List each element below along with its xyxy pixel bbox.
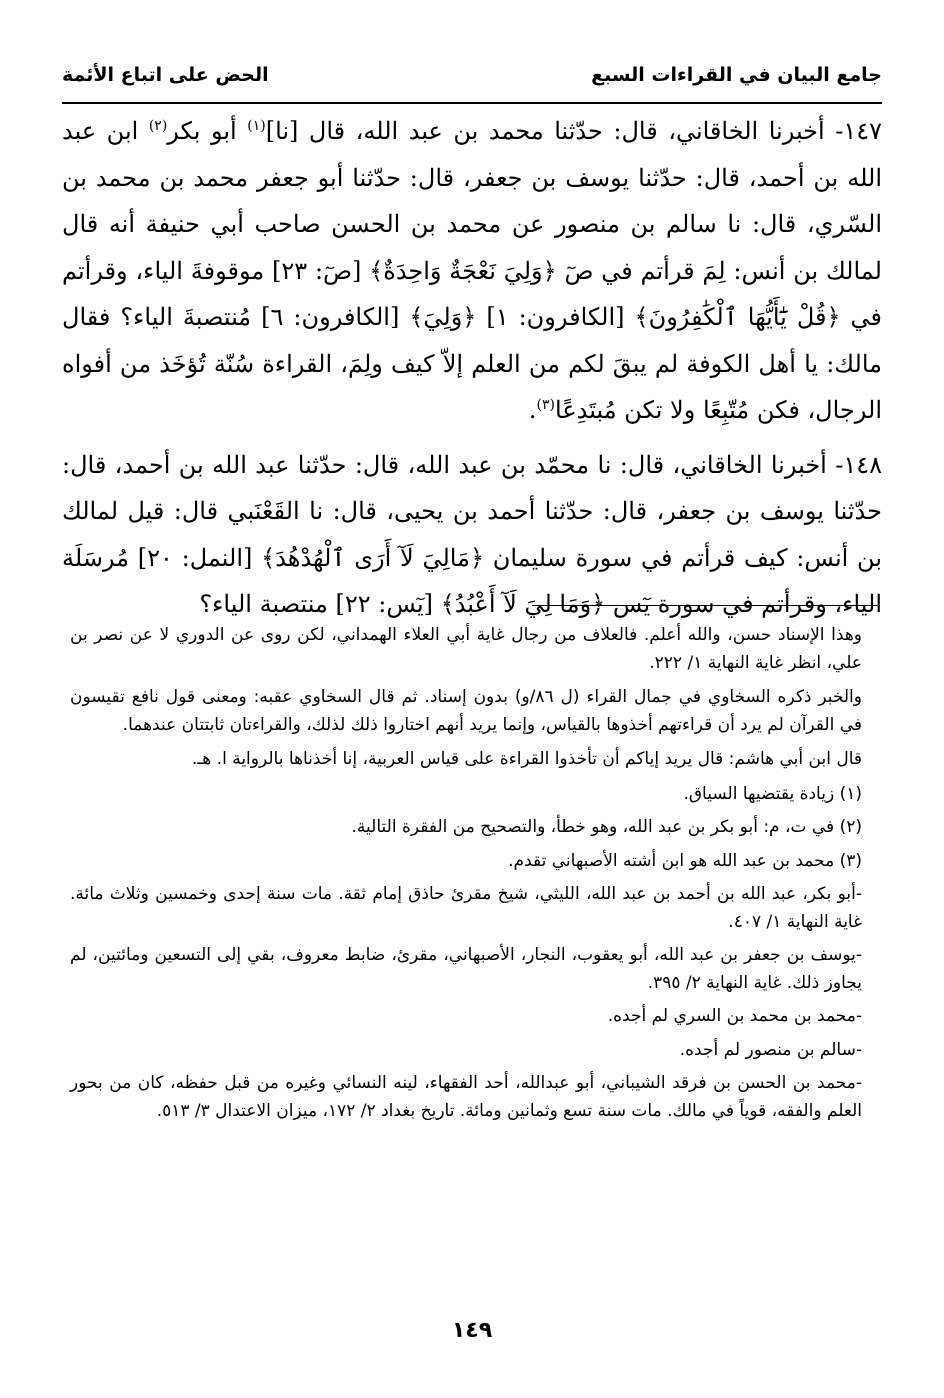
footnote-2: (٢) في ت، م: أبو بكر بن عبد الله، وهو خطأ، والتصحيح من الفقرة التالية.	[351, 817, 862, 837]
bio-yusuf: -يوسف بن جعفر بن عبد الله، أبو يعقوب، النجار، الأصبهاني، مقرئ، ضابط معروف، بقي إلى التسعين ومائتين، لم يجاوز ذلك. غاية النهاية ٢/ ٣٩٥.	[70, 945, 862, 993]
footnote-ref-2[interactable]: (٢)	[148, 118, 168, 134]
footnotes	[70, 622, 862, 1131]
bio-muhammad-hasan: -محمد بن الحسن بن فرقد الشيباني، أبو عبدالله، أحد الفقهاء، لينه النسائي وغيره من قبل حفظه، كان من بحور العلم والفقه، قوياً في مالك. مات سنة تسع وثمانين ومائة. تاريخ بغداد ٢/ ١٧٢، ميزان الاعتدال ٣/ ٥١٣.	[70, 1073, 862, 1121]
footnote-3: (٣) محمد بن عبد الله هو ابن أشته الأصبهاني تقدم.	[508, 850, 862, 871]
paragraph-text: ابن عبد الله بن أحمد، قال: حدّثنا يوسف بن جعفر، قال: حدّثنا أبو جعفر محمد بن محمد بن السّري، قال: نا سالم بن منصور عن محمد بن الحسن صاحب أبي حنيفة أنه قال لمالك بن أنس: لِمَ قرأتم في صٓ ﴿وَلِيَ نَعْجَةٌ وَاحِدَةٌ﴾ [صٓ: ٢٣] موقوفةَ الياء، وقرأتم في ﴿قُلْ يَٰٓأَيُّهَا ٱلْكَٰفِرُونَ﴾ [الكافرون: ١] ﴿وَلِيَ﴾ [الكافرون: ٦] مُنتصبةَ الياء؟ فقال مالك: يا أهل الكوفة لم يبقَ لكم من العلم إلاّ كيف ولِمَ، القراءة سُنّة تُؤخَذ من أفواه الرجال، فكن مُتّبِعًا ولا تكن مُبتَدِعًا	[62, 117, 883, 424]
bio-abu-bakr: -أبو بكر، عبد الله بن أحمد بن عبد الله، الليثي، شيخ مقرئ حاذق إمام ثقة. مات سنة إحدى وخمسين وثلاث مائة. غاية النهاية ١/ ٤٠٧.	[70, 884, 862, 932]
footnote-ref-3[interactable]: (٣)	[536, 397, 556, 413]
paragraph-number: ١٤٧-	[824, 117, 882, 145]
note-ibn-abi-hashim: قال ابن أبي هاشم: قال يريد إياكم أن تأخذوا القراءة على قياس العربية، إنا أخذناها بالرواية ا. هـ.	[191, 749, 862, 769]
paragraph-number: ١٤٨-	[826, 450, 882, 479]
chapter-title: الحض على اتباع الأئمة	[62, 64, 269, 86]
paragraph-148	[62, 442, 882, 628]
bio-muhammad-sari: -محمد بن محمد بن السري لم أجده.	[607, 1006, 862, 1026]
paragraph-text: أخبرنا الخاقاني، قال: حدّثنا محمد بن عبد الله، قال [نا]	[265, 117, 825, 145]
paragraph-text: .	[528, 396, 537, 424]
page-number: ١٤٩	[451, 1318, 493, 1343]
paragraph-text: أخبرنا الخاقاني، قال: نا محمّد بن عبد الله، قال: حدّثنا عبد الله بن أحمد، قال: حدّثنا يوسف بن جعفر، قال: حدّثنا أحمد بن يحيى، قال: نا القَعْنَبي قال: قيل لمالك بن أنس: كيف قرأتم في سورة سليمان ﴿مَالِيَ لَآ أَرَى ٱلْهُدْهُدَ﴾ [النمل: ٢٠] مُرسَلَة الياء، وقرأتم في سورة يٓس ﴿وَمَا لِيَ لَآ أَعْبُدُ﴾ [يٓس: ٢٢] منتصبة الياء؟	[62, 450, 883, 618]
paragraph-147	[62, 108, 882, 434]
running-header	[62, 58, 882, 104]
book-title: جامع البيان في القراءات السبع	[591, 64, 882, 86]
bio-salim: -سالم بن منصور لم أجده.	[679, 1039, 862, 1060]
footnote-separator	[532, 605, 880, 606]
paragraph-text: أبو بكر	[167, 117, 248, 145]
footnote-1: (١) زيادة يقتضيها السياق.	[683, 783, 862, 804]
footnote-ref-1[interactable]: (١)	[247, 118, 266, 134]
note-continued: وهذا الإسناد حسن، والله أعلم. فالعلاف من رجال غاية أبي العلاء الهمداني، لكن روى عن الدوري لا عن نصر بن علي، انظر غاية النهاية ١/ ٢٢٢.	[70, 625, 862, 673]
note-sakhawi: والخبر ذكره السخاوي في جمال القراء (ل ٨٦/و) بدون إسناد. ثم قال السخاوي عقبه: ومعنى قول نافع تقيسون في القرآن لم يرد أن قراءتهم أخذوها بالقياس، وإنما يريد أنهم اختاروا ذلك لذلك، والقراءتان ثابتتان عندهما.	[70, 687, 862, 735]
main-text	[62, 108, 882, 628]
